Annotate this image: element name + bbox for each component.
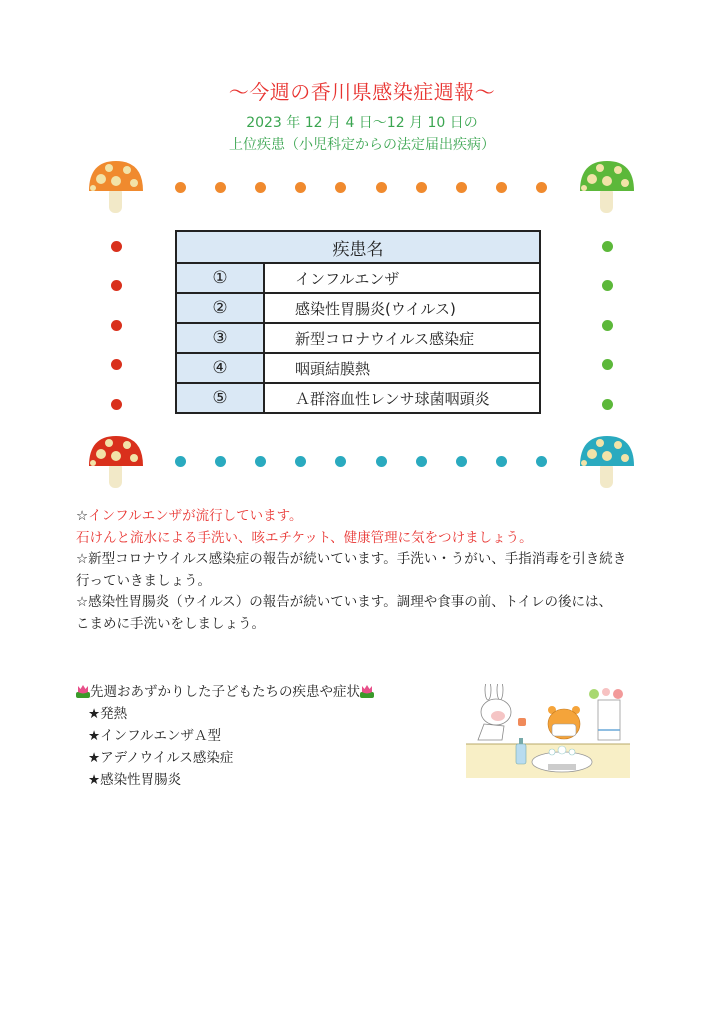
decorative-dot [456, 182, 467, 193]
decorative-dot [536, 456, 547, 467]
tulip-icon [360, 684, 374, 698]
subtitle-text: 上位疾患（小児科定からの法定届出疾病） [229, 137, 495, 153]
decorative-dot [536, 182, 547, 193]
table-header: 疾患名 [176, 231, 540, 263]
list-item: ★アデノウイルス感染症 [88, 750, 234, 766]
tulip-icon [76, 684, 90, 698]
gastro-notice-line2: こまめに手洗いをしましょう。 [76, 615, 265, 632]
decorative-dot [111, 320, 122, 331]
decorative-dot [416, 456, 427, 467]
decorative-dot [602, 280, 613, 291]
rank-cell: ⑤ [176, 383, 264, 413]
rank-cell: ③ [176, 323, 264, 353]
decorative-dot [602, 359, 613, 370]
star-outline-icon: ☆ [76, 508, 89, 524]
decorative-dot [255, 182, 266, 193]
list-item: ★発熱 [88, 706, 128, 722]
decorative-dot [496, 182, 507, 193]
decorative-dot [215, 456, 226, 467]
decorative-dot [111, 399, 122, 410]
table-row [176, 263, 540, 293]
list-item: ★感染性胃腸炎 [88, 772, 182, 788]
table-row [176, 383, 540, 413]
table-row [176, 323, 540, 353]
decorative-dot [111, 280, 122, 291]
decorative-dot [111, 241, 122, 252]
decorative-dot [295, 182, 306, 193]
period-text: 2023 年 12 月 4 日～12 月 10 日の [246, 115, 478, 131]
rank-cell: ① [176, 263, 264, 293]
decorative-dot [215, 182, 226, 193]
decorative-dot [255, 456, 266, 467]
table-row [176, 353, 540, 383]
handwashing-illustration [466, 684, 630, 780]
decorative-dot [335, 456, 346, 467]
last-week-heading: 先週おあずかりした子どもたちの疾患や症状 [76, 681, 374, 703]
disease-name-cell: インフルエンザ [264, 263, 540, 293]
disease-name-cell: 新型コロナウイルス感染症 [264, 323, 540, 353]
mushroom-orange-icon [87, 157, 145, 215]
gastro-notice-line1: ☆感染性胃腸炎（ウイルス）の報告が続いています。調理や食事の前、トイレの後には、 [76, 594, 613, 610]
decorative-dot [335, 182, 346, 193]
flu-advice: 石けんと流水による手洗い、咳エチケット、健康管理に気をつけましょう。 [76, 529, 533, 546]
decorative-dot [175, 182, 186, 193]
decorative-dot [295, 456, 306, 467]
rank-cell: ② [176, 293, 264, 323]
disease-name-cell: Ａ群溶血性レンサ球菌咽頭炎 [264, 383, 540, 413]
decorative-dot [376, 456, 387, 467]
decorative-dot [602, 241, 613, 252]
table-row [176, 293, 540, 323]
decorative-dot [416, 182, 427, 193]
page-title: ～今週の香川県感染症週報～ [228, 80, 496, 104]
covid-notice-line2: 行っていきましょう。 [76, 572, 211, 589]
last-week-section [76, 681, 374, 791]
disease-ranking-table [175, 230, 541, 414]
decorative-dot [456, 456, 467, 467]
decorative-dot [496, 456, 507, 467]
decorative-dot [602, 399, 613, 410]
notices-section [76, 506, 696, 635]
decorative-dot [602, 320, 613, 331]
flu-notice: ☆インフルエンザが流行しています。 [76, 508, 303, 524]
mushroom-red-icon [87, 432, 145, 490]
list-item: ★インフルエンザＡ型 [88, 728, 222, 744]
decorative-dot [175, 456, 186, 467]
decorative-dot [376, 182, 387, 193]
rank-cell: ④ [176, 353, 264, 383]
mushroom-green-icon [578, 157, 636, 215]
disease-name-cell: 咽頭結膜熱 [264, 353, 540, 383]
decorative-dot [111, 359, 122, 370]
covid-notice-line1: ☆新型コロナウイルス感染症の報告が続いています。手洗い・うがい、手指消毒を引き続き [76, 551, 627, 567]
disease-name-cell: 感染性胃腸炎(ウイルス) [264, 293, 540, 323]
mushroom-teal-icon [578, 432, 636, 490]
